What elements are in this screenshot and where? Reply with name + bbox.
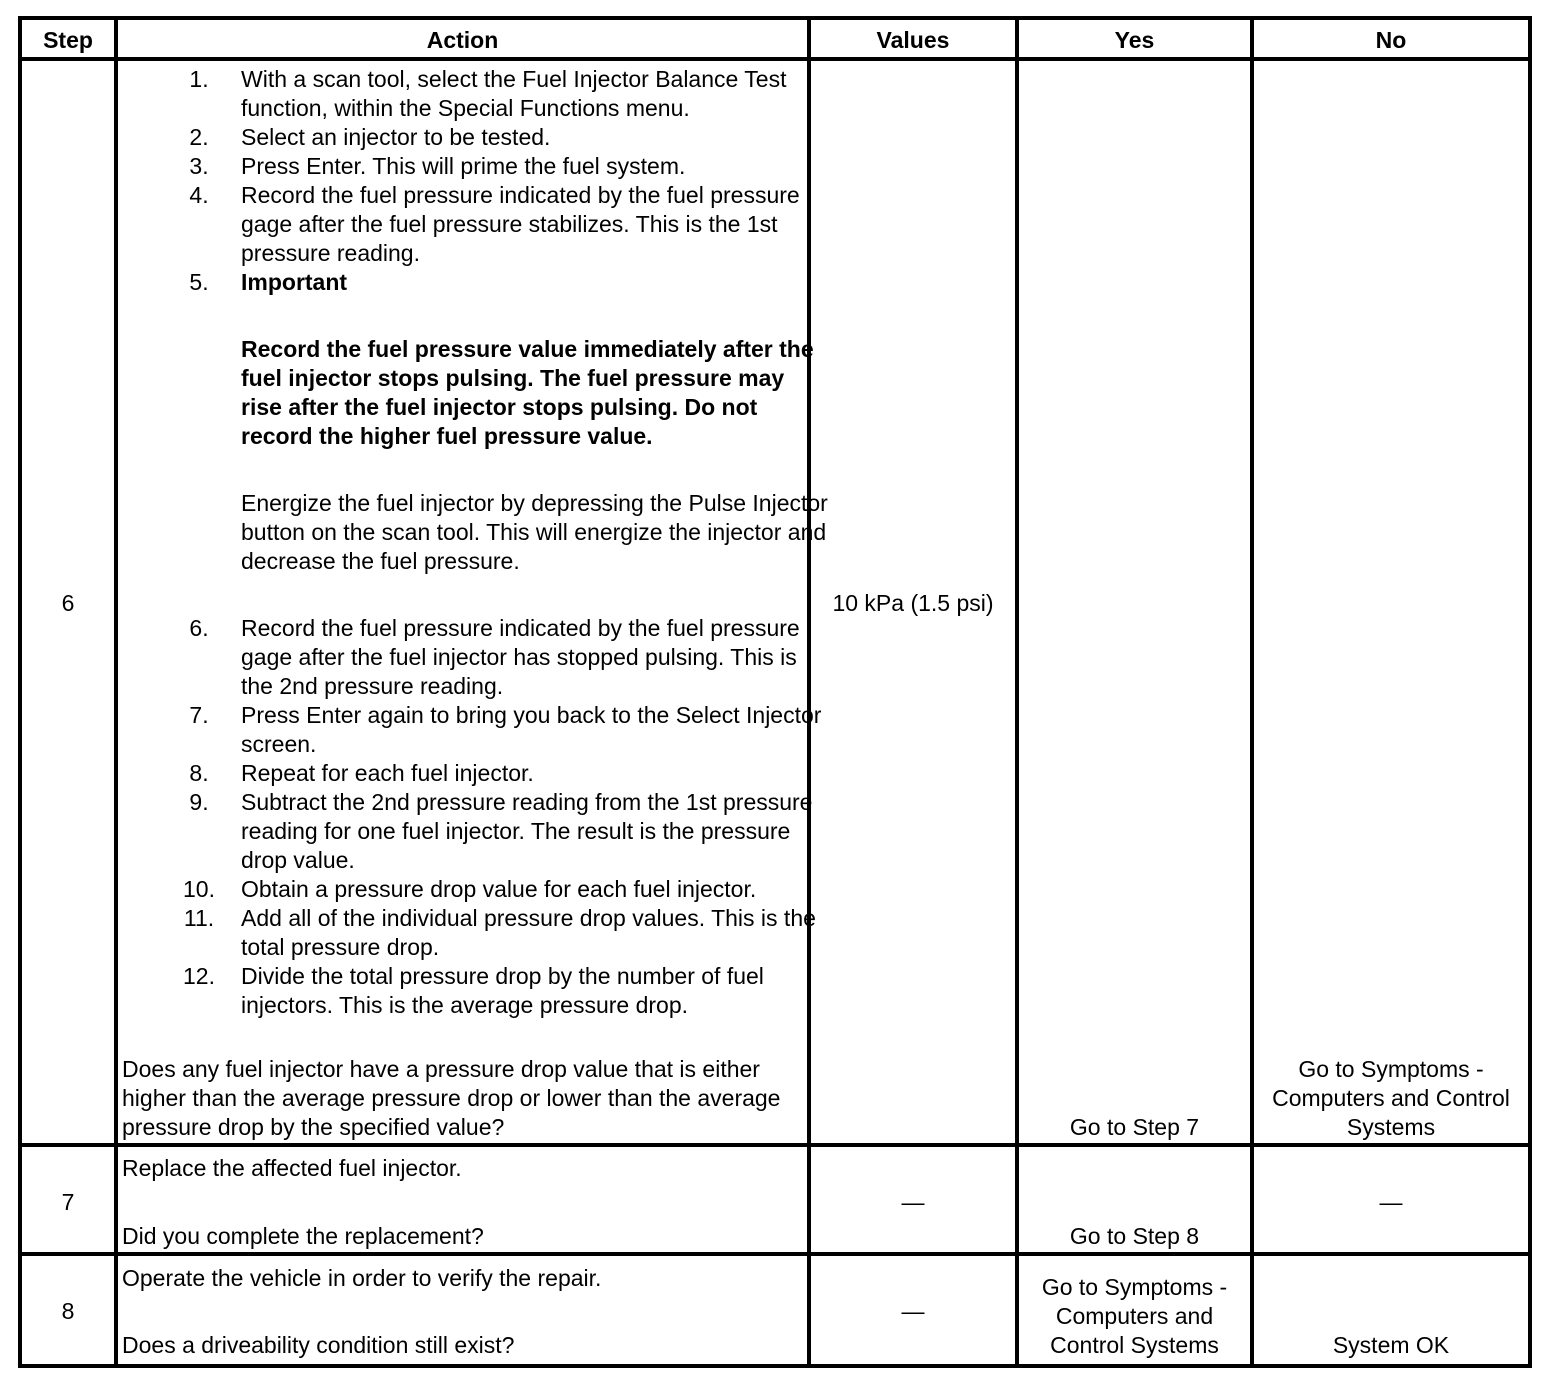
header-yes: Yes (1114, 27, 1155, 53)
list-item: 8. Repeat for each fuel injector. (189, 760, 534, 786)
col-divider-yes (1250, 16, 1254, 1368)
row6-step: 6 (61, 590, 75, 616)
table-border-left (18, 16, 22, 1368)
important-heading: Important (241, 269, 348, 295)
row6-question: Does any fuel injector have a pressure drop value that is either higher than the average pressure drop or lower than the average pressure drop by the specified value? (122, 1056, 781, 1140)
header-action: Action (426, 27, 499, 53)
row6-action-steps (141, 65, 831, 1020)
row8-yes: Go to Symptoms - Computers and Control Systems (1041, 1274, 1228, 1358)
row7-no: — (1379, 1189, 1403, 1215)
header-no: No (1375, 27, 1407, 53)
row7-question: Did you complete the replacement? (122, 1223, 484, 1249)
row7-value: — (901, 1189, 925, 1215)
list-item: 5. Important Record the fuel pressure value immediately after the fuel injector stops pulsing. The fuel pressure may rise after the fuel injector stops pulsing. Do not record the higher fuel pressure value. Energize the fuel injector by depressing the Pulse Injector button on the scan tool. This will energize the injector and decrease the fuel pressure. (141, 268, 831, 614)
row-divider-7-8 (18, 1252, 1532, 1256)
list-item: 4. Record the fuel pressure indicated by the fuel pressure gage after the fuel pressure stabilizes. This is the 1st pressure reading. (189, 182, 800, 266)
row-divider-6-7 (18, 1143, 1532, 1147)
diagnostic-table (18, 16, 1532, 1368)
list-item: 9. Subtract the 2nd pressure reading from the 1st pressure reading for one fuel injector. The result is the pressure drop value. (189, 789, 813, 873)
table-border-right (1528, 16, 1532, 1368)
row7-step: 7 (61, 1189, 75, 1215)
row6-value: 10 kPa (1.5 psi) (832, 590, 994, 616)
list-item: 7. Press Enter again to bring you back to the Select Injector screen. (189, 702, 822, 757)
list-item: 1. With a scan tool, select the Fuel Injector Balance Test function, within the Special Functions menu. (189, 66, 787, 121)
row6-no: Go to Symptoms - Computers and Control Systems (1272, 1056, 1510, 1140)
row7-action: Replace the affected fuel injector. (122, 1155, 462, 1181)
row8-question: Does a driveability condition still exist? (122, 1332, 515, 1358)
header-step: Step (43, 27, 93, 53)
important-note: Record the fuel pressure value immediately after the fuel injector stops pulsing. The fuel pressure may rise after the fuel injector stops pulsing. Do not record the higher fuel pressure value. (241, 336, 814, 449)
list-item: 6. Record the fuel pressure indicated by the fuel pressure gage after the fuel injector has stopped pulsing. This is the 2nd pressure reading. (189, 615, 800, 699)
row8-value: — (901, 1298, 925, 1324)
col-divider-values (1015, 16, 1019, 1368)
row6-yes: Go to Step 7 (1069, 1114, 1200, 1140)
row7-yes: Go to Step 8 (1069, 1223, 1200, 1249)
table-border-bottom (18, 1364, 1532, 1368)
row8-step: 8 (61, 1298, 75, 1324)
list-item: 2. Select an injector to be tested. (189, 124, 551, 150)
list-item: 3. Press Enter. This will prime the fuel system. (189, 153, 686, 179)
row8-no: System OK (1332, 1332, 1450, 1358)
row8-action: Operate the vehicle in order to verify the repair. (122, 1265, 602, 1291)
list-item: 12. Divide the total pressure drop by the number of fuel injectors. This is the average pressure drop. (183, 963, 764, 1018)
list-item: 10. Obtain a pressure drop value for each fuel injector. (183, 876, 757, 902)
col-divider-step (114, 16, 118, 1368)
header-values: Values (876, 27, 950, 53)
list-item: 11. Add all of the individual pressure drop values. This is the total pressure drop. (183, 905, 816, 960)
